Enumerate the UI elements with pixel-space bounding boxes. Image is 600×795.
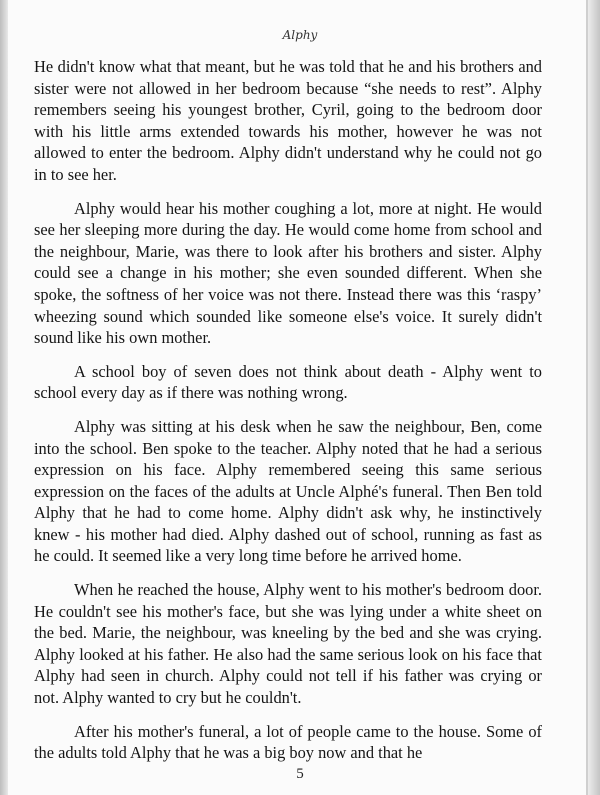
paragraph-3: A school boy of seven does not think about death - Alphy went to school every day as if there was nothing wrong. <box>34 361 542 403</box>
page-edge-shadow <box>588 0 600 795</box>
body-text <box>34 56 542 776</box>
running-header-title: Alphy <box>282 28 318 42</box>
paragraph-1: He didn't know what that meant, but he was told that he and his brothers and sister were not allowed in her bedroom because “she needs to rest”. Alphy remembers seeing his youngest brother, Cyril, going to the bedroom door with his little arms extended towards his mother, however he was not allowed to enter the bedroom. Alphy didn't understand why he could not go in to see her. <box>34 57 542 184</box>
paragraph-5: When he reached the house, Alphy went to his mother's bedroom door. He couldn't see his mother's face, but she was lying under a white sheet on the bed. Marie, the neighbour, was kneeling by the bed and she was crying. Alphy looked at his father. He also had the same serious look on his face that Alphy had seen in church. Alphy could not tell if his father was crying or not. Alphy wanted to cry but he couldn't. <box>34 580 542 708</box>
page-binding-shadow <box>0 0 8 795</box>
paragraph-6: After his mother's funeral, a lot of people came to the house. Some of the adults told Alphy that he was a big boy now and that he <box>34 721 542 763</box>
paragraph-4: Alphy was sitting at his desk when he saw the neighbour, Ben, come into the school. Ben spoke to the teacher. Alphy noted that he had a serious expression on his face. Alphy remembered seeing this same serious expression on the faces of the adults at Uncle Alphé's funeral. Then Ben told Alphy that he had to come home. Alphy didn't ask why, he instinctively knew - his mother had died. Alphy dashed out of school, running as fast as he could. It seemed like a very long time before he arrived home. <box>34 416 542 566</box>
page-number: 5 <box>296 766 304 782</box>
paragraph-2: Alphy would hear his mother coughing a lot, more at night. He would see her sleeping more during the day. He would come home from school and the neighbour, Marie, was there to look after his brothers and sister. Alphy could see a change in his mother; she even sounded different. When she spoke, the softness of her voice was not there. Instead there was this ‘raspy’ wheezing sound which sounded like someone else's voice. It surely didn't sound like his own mother. <box>34 198 542 348</box>
